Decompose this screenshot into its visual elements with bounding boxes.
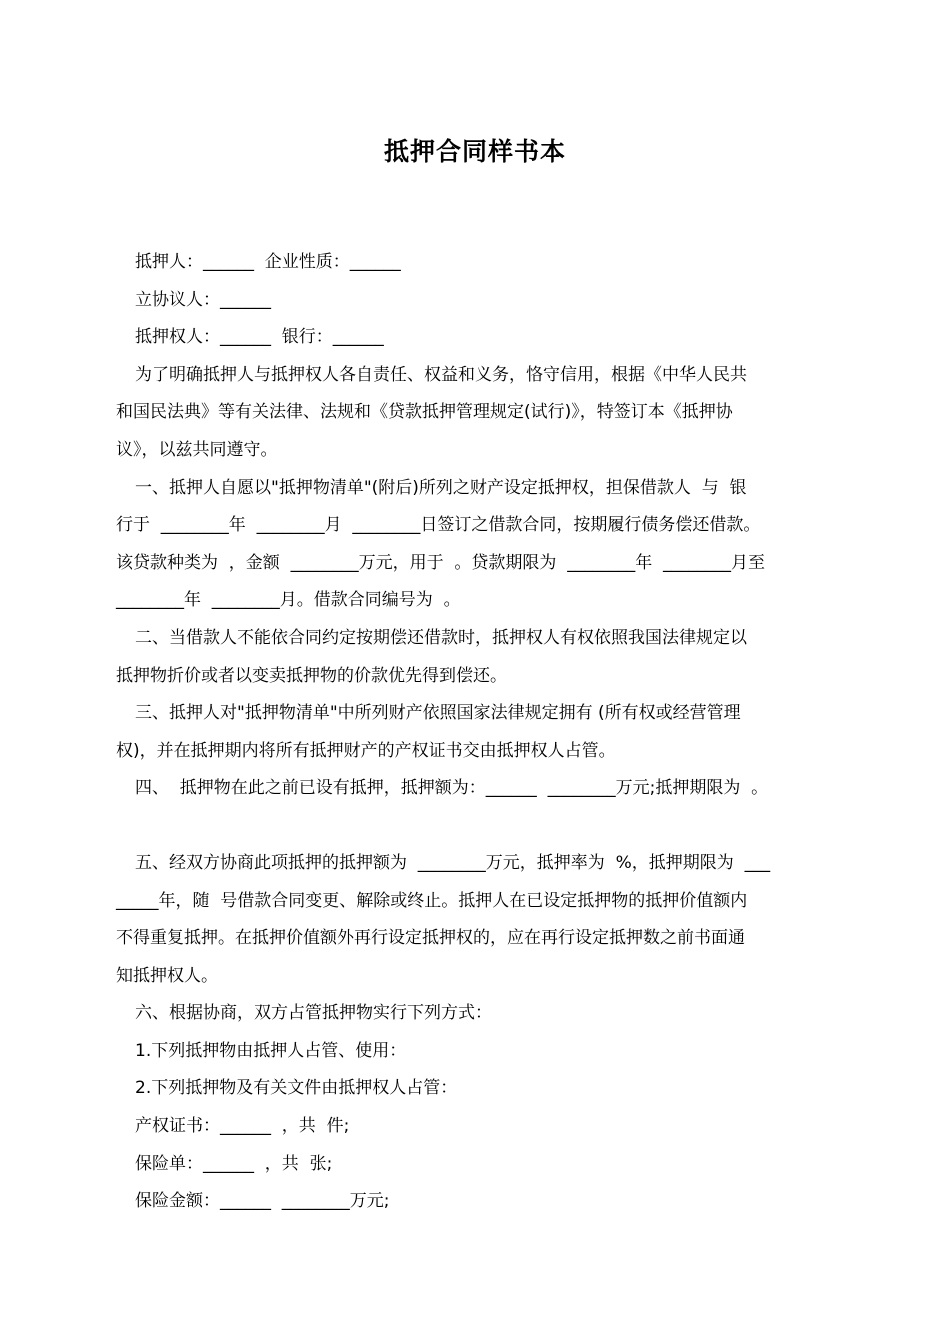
property-certificate-line: 产权证书：______ ，共 件; — [135, 1116, 350, 1137]
pledgee-line: 抵押权人：______ 银行：______ — [135, 327, 384, 348]
clause-1-line-3: 该贷款种类为 ，金额 ________万元，用于 。贷款期限为 ________年 ________月至 — [116, 552, 766, 573]
agreement-party-line: 立协议人：______ — [135, 289, 271, 310]
clause-6-item-2: 2.下列抵押物及有关文件由抵押权人占管： — [135, 1078, 458, 1099]
document-title: 抵押合同样书本 — [383, 137, 566, 166]
document-body — [116, 244, 840, 1221]
clause-1-line-1: 一、抵押人自愿以"抵押物清单"(附后)所列之财产设定抵押权，担保借款人 与 银 — [135, 477, 747, 498]
clause-1-line-2: 行于 ________年 ________月 ________日签订之借款合同，按期履行债务偿还借款。 — [116, 515, 761, 536]
pledgor-line: 抵押人：______ 企业性质：______ — [135, 252, 401, 272]
preamble-line-1: 为了明确抵押人与抵押权人各自责任、权益和义务，恪守信用，根据《中华人民共 — [135, 364, 747, 385]
preamble-line-2: 和国民法典》等有关法律、法规和《贷款抵押管理规定(试行)》，特签订本《抵押协 — [116, 402, 733, 423]
clause-5-line-3: 不得重复抵押。在抵押价值额外再行设定抵押权的，应在再行设定抵押数之前书面通 — [116, 928, 745, 949]
insurance-amount-line: 保险金额：______ ________万元; — [135, 1191, 390, 1212]
clause-1-line-4: ________年 ________月。借款合同编号为 。 — [116, 590, 461, 611]
clause-2-line-2: 抵押物折价或者以变卖抵押物的价款优先得到偿还。 — [116, 665, 507, 686]
insurance-policy-line: 保险单：______ ，共 张; — [135, 1153, 333, 1174]
preamble-line-3: 议》，以兹共同遵守。 — [116, 439, 278, 460]
clause-5-line-4: 知抵押权人。 — [116, 965, 218, 986]
blank-gap — [116, 808, 840, 845]
clause-6-line-1: 六、根据协商，双方占管抵押物实行下列方式： — [135, 1003, 492, 1024]
clause-3-line-2: 权)，并在抵押期内将所有抵押财产的产权证书交由抵押权人占管。 — [116, 740, 616, 761]
clause-5-line-1: 五、经双方协商此项抵押的抵押额为 ________万元，抵押率为 %，抵押期限为 ___ — [135, 852, 771, 873]
clause-6-item-1: 1.下列抵押物由抵押人占管、使用： — [135, 1040, 407, 1061]
clause-2-line-1: 二、当借款人不能依合同约定按期偿还借款时，抵押权人有权依照我国法律规定以 — [135, 627, 747, 648]
clause-3-line-1: 三、抵押人对"抵押物清单"中所列财产依照国家法律规定拥有 (所有权或经营管理 — [135, 703, 741, 724]
clause-5-line-2: _____年，随 号借款合同变更、解除或终止。抵押人在已设定抵押物的抵押价值额内 — [116, 890, 748, 911]
clause-4-line-1: 四、 抵押物在此之前已设有抵押，抵押额为：______ ________万元;抵押期限为 。 — [135, 778, 769, 799]
